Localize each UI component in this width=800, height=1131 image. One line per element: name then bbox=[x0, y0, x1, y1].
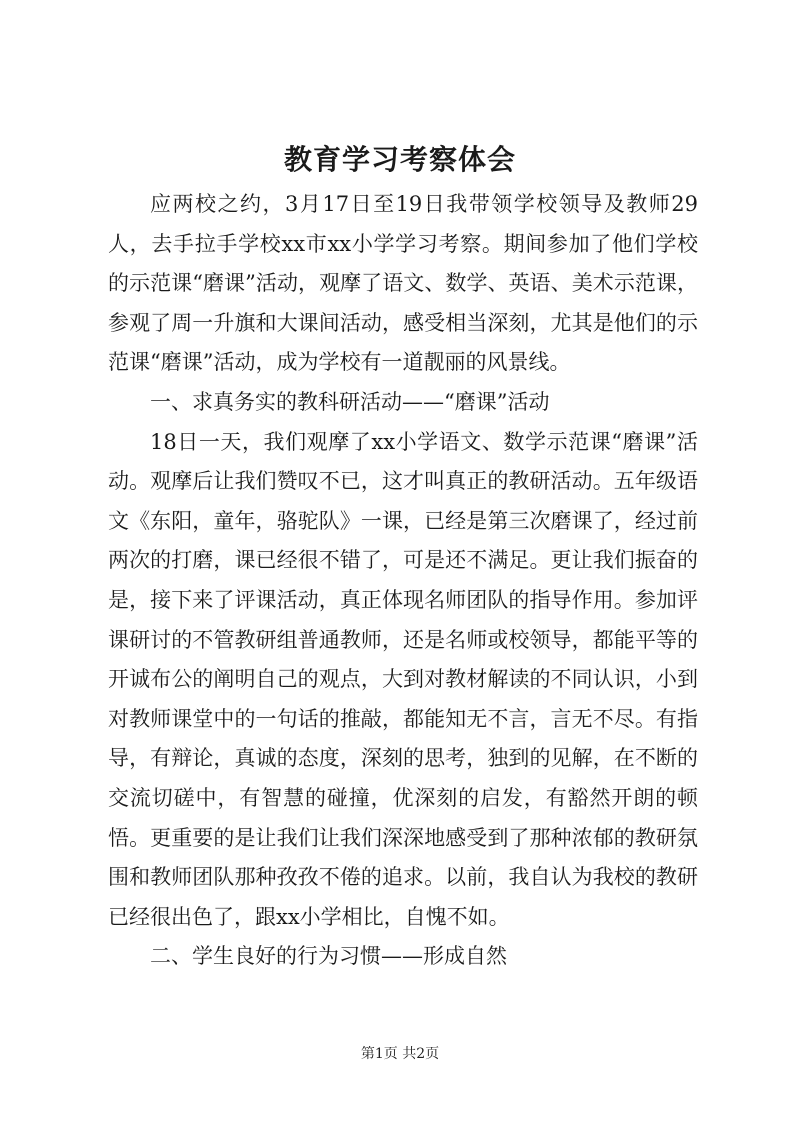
document-body bbox=[108, 185, 698, 977]
section-1-paragraph: 18日一天，我们观摩了xx小学语文、数学示范课“磨课”活动。观摩后让我们赞叹不已，这才叫真正的教研活动。五年级语文《东阳，童年，骆驼队》一课，已经是第三次磨课了，经过前两次的打磨，课已经很不错了，可是还不满足。更让我们振奋的是，接下来了评课活动，真正体现名师团队的指导作用。参加评课研讨的不管教研组普通教师，还是名师或校领导，都能平等的开诚布公的阐明自己的观点，大到对教材解读的不同认识，小到对教师课堂中的一句话的推敲，都能知无不言，言无不尽。有指导，有辩论，真诚的态度，深刻的思考，独到的见解，在不断的交流切磋中，有智慧的碰撞，优深刻的启发，有豁然开朗的顿悟。更重要的是让我们让我们深深地感受到了那种浓郁的教研氛围和教师团队那种孜孜不倦的追求。以前，我自认为我校的教研已经很出色了，跟xx小学相比，自愧不如。 bbox=[108, 429, 698, 929]
page-number-footer: 第1页 共2页 bbox=[360, 1046, 440, 1062]
document-title: 教育学习考察体会 bbox=[283, 143, 516, 176]
section-heading-2: 二、学生良好的行为习惯——形成自然 bbox=[150, 944, 507, 969]
section-heading-1: 一、求真务实的教科研活动——“磨课”活动 bbox=[150, 389, 550, 414]
intro-paragraph: 应两校之约，3月17日至19日我带领学校领导及教师29人，去手拉手学校xx市xx小学学习考察。期间参加了他们学校的示范课“磨课”活动，观摩了语文、数学、英语、美术示范课，参观了周一升旗和大课间活动，感受相当深刻，尤其是他们的示范课“磨课”活动，成为学校有一道靓丽的风景线。 bbox=[108, 192, 698, 375]
